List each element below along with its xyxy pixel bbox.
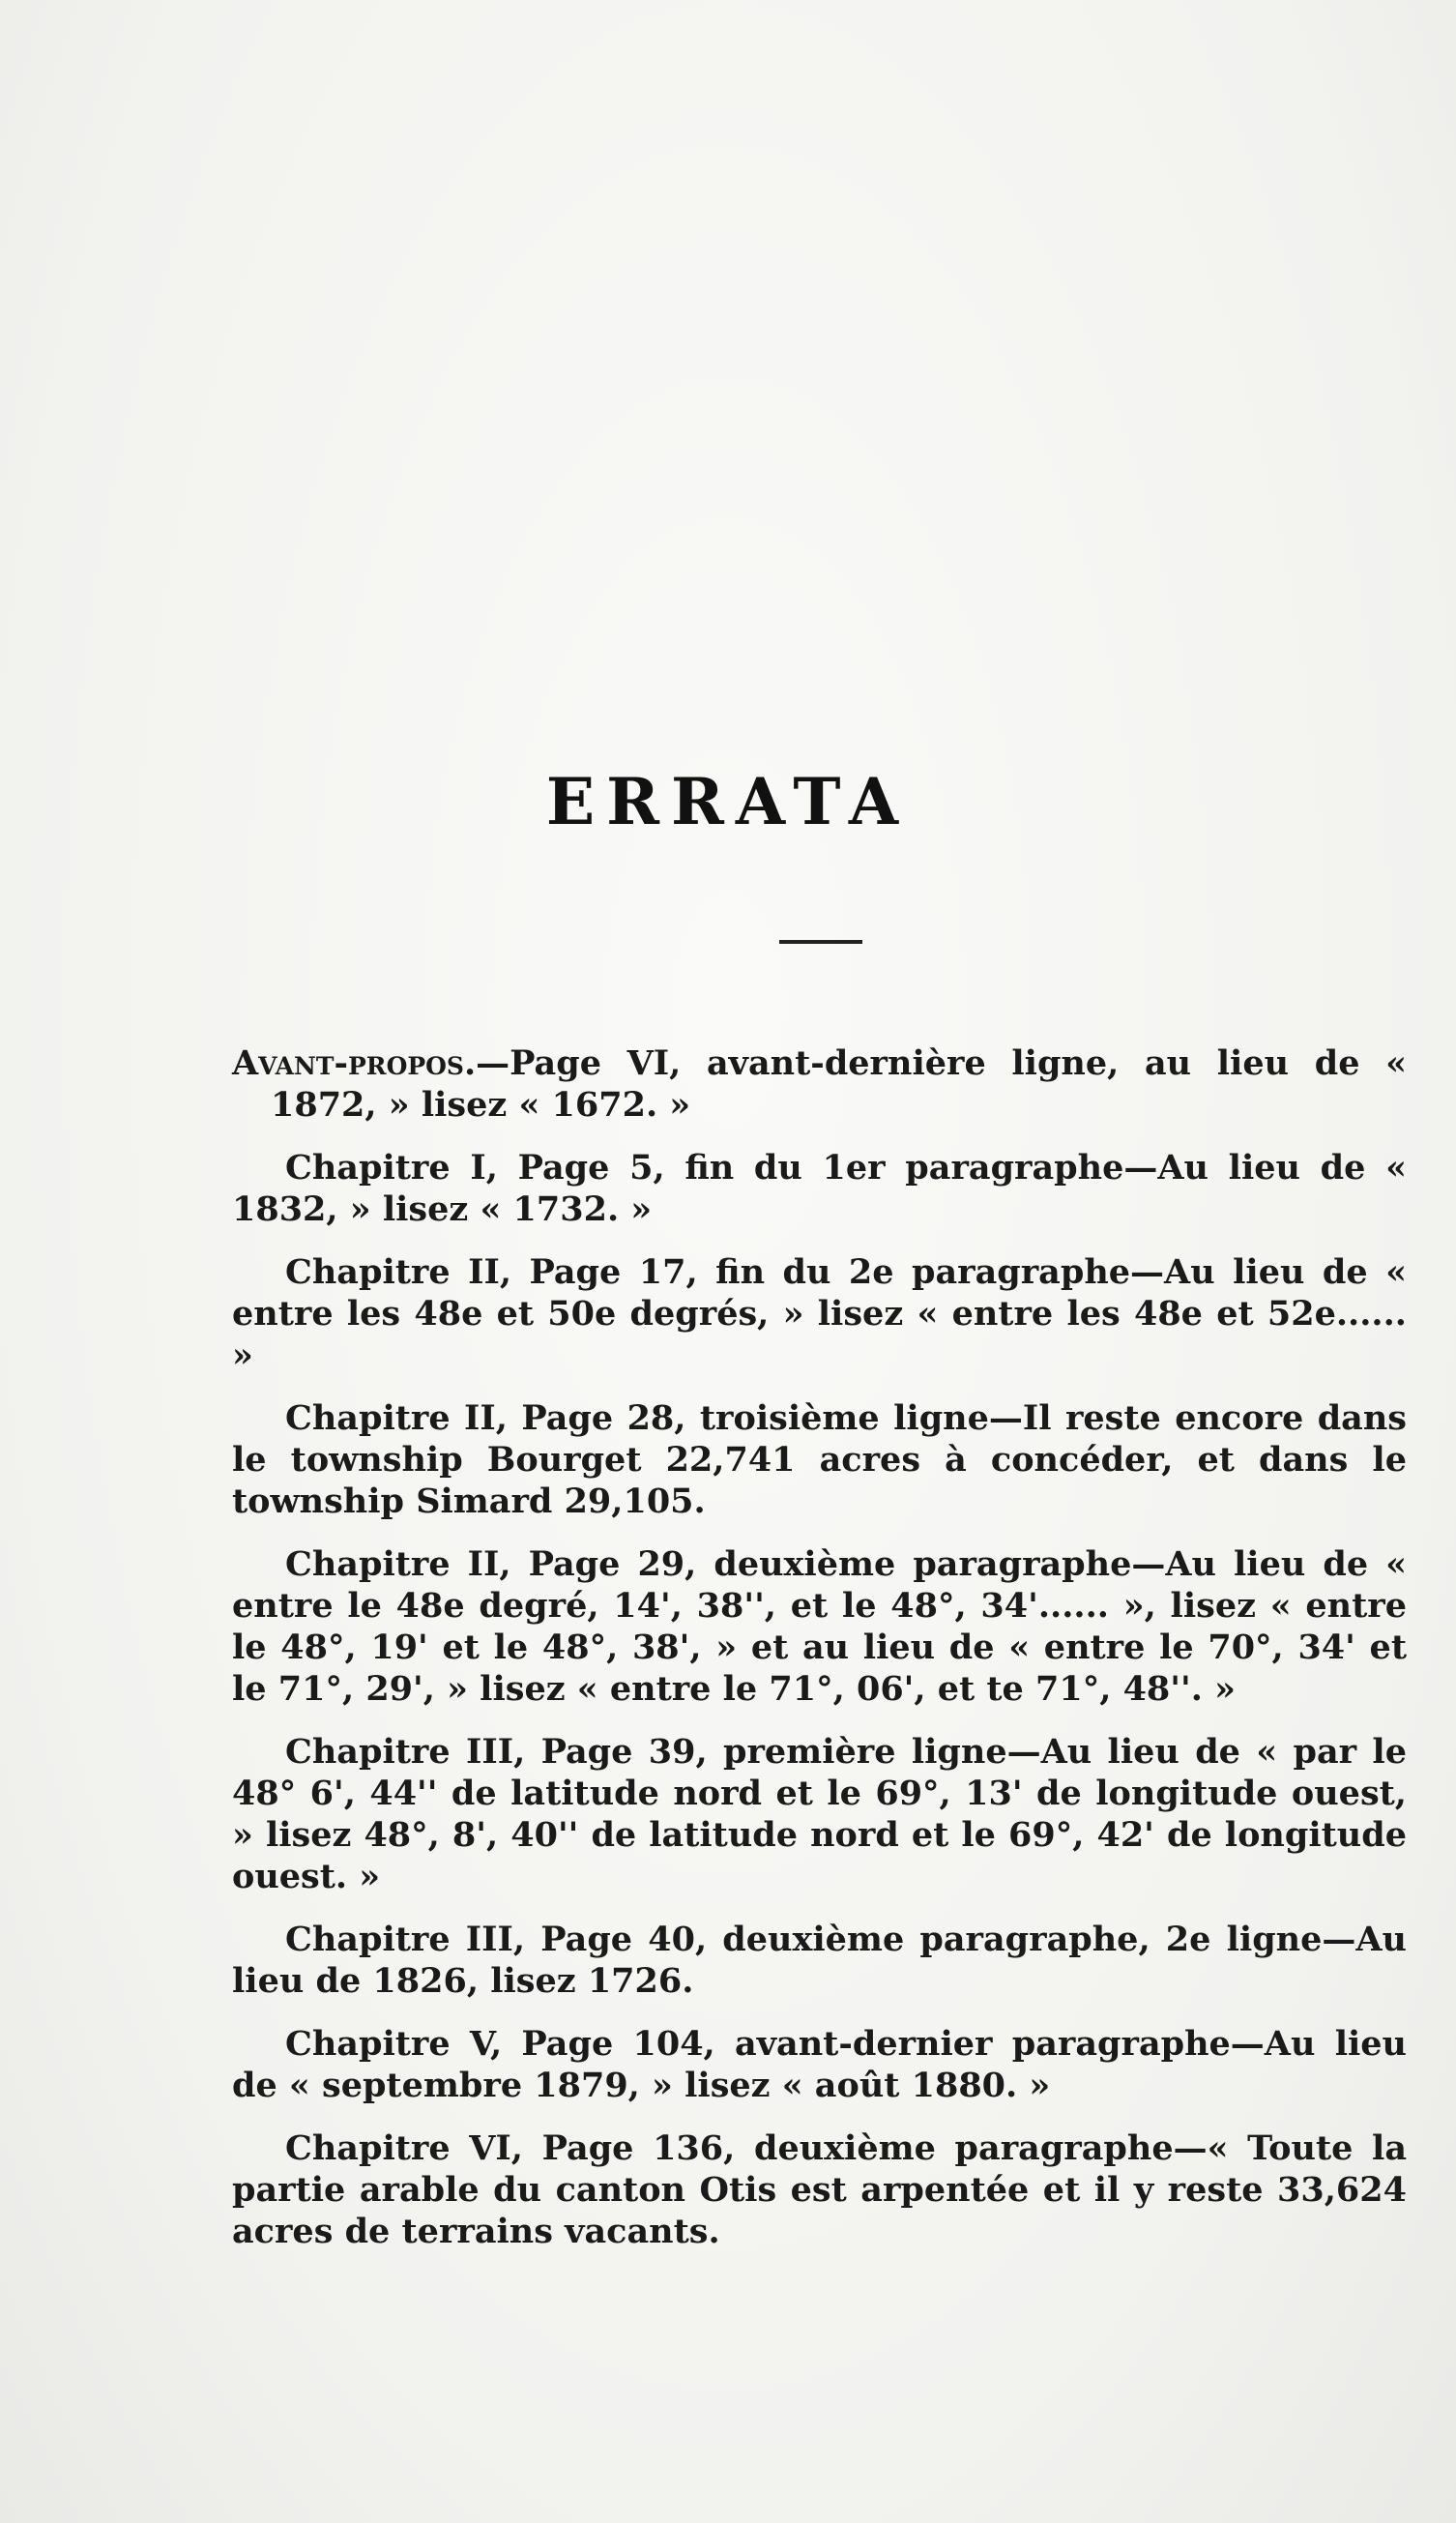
errata-entry-chapitre-2-p28: Chapitre II, Page 28, troisième ligne—Il reste encore dans le township Bourget 22,741 acres à concéder, et dans le township Simard 29,105.: [232, 1398, 1407, 1521]
errata-entry-chapitre-3-p40: Chapitre III, Page 40, deuxième paragraphe, 2e ligne—Au lieu de 1826, lisez 1726.: [232, 1920, 1407, 2001]
title-divider: [779, 940, 862, 944]
errata-list: [232, 1042, 1407, 2274]
errata-entry-chapitre-3-p39: Chapitre III, Page 39, première ligne—Au lieu de « par le 48° 6', 44'' de latitude nord et le 69°, 13' de longitude ouest, » lisez 48°, 8', 40'' de latitude nord et le 69°, 42' de longitude ouest. »: [232, 1732, 1407, 1896]
errata-entry-chapitre-2-p17: Chapitre II, Page 17, fin du 2e paragraphe—Au lieu de « entre les 48e et 50e degrés, » lisez « entre les 48e et 52e...... »: [232, 1252, 1407, 1375]
errata-entry-chapitre-5: Chapitre V, Page 104, avant-dernier paragraphe—Au lieu de « septembre 1879, » lisez « août 1880. »: [232, 2024, 1407, 2105]
errata-entry-avant-propos: [232, 1042, 1407, 1126]
entry-text: —Page VI, avant-dernière ligne, au lieu de « 1872, » lisez « 1672. »: [271, 1043, 1407, 1125]
errata-entry-chapitre-1: Chapitre I, Page 5, fin du 1er paragraphe—Au lieu de « 1832, » lisez « 1732. »: [232, 1148, 1407, 1229]
errata-entry-chapitre-6: Chapitre VI, Page 136, deuxième paragraphe—« Toute la partie arable du canton Otis est arpentée et il y reste 33,624 acres de terrains vacants.: [232, 2128, 1407, 2251]
page-title: ERRATA: [545, 764, 911, 839]
entry-lead: Avant-propos.: [232, 1043, 477, 1083]
errata-entry-chapitre-2-p29: Chapitre II, Page 29, deuxième paragraphe—Au lieu de « entre le 48e degré, 14', 38'', et le 48°, 34'...... », lisez « entre le 48°, 19' et le 48°, 38', » et au lieu de « entre le 70°, 34' et le 71°, 29', » lisez « entre le 71°, 06', et te 71°, 48''. »: [232, 1544, 1407, 1709]
